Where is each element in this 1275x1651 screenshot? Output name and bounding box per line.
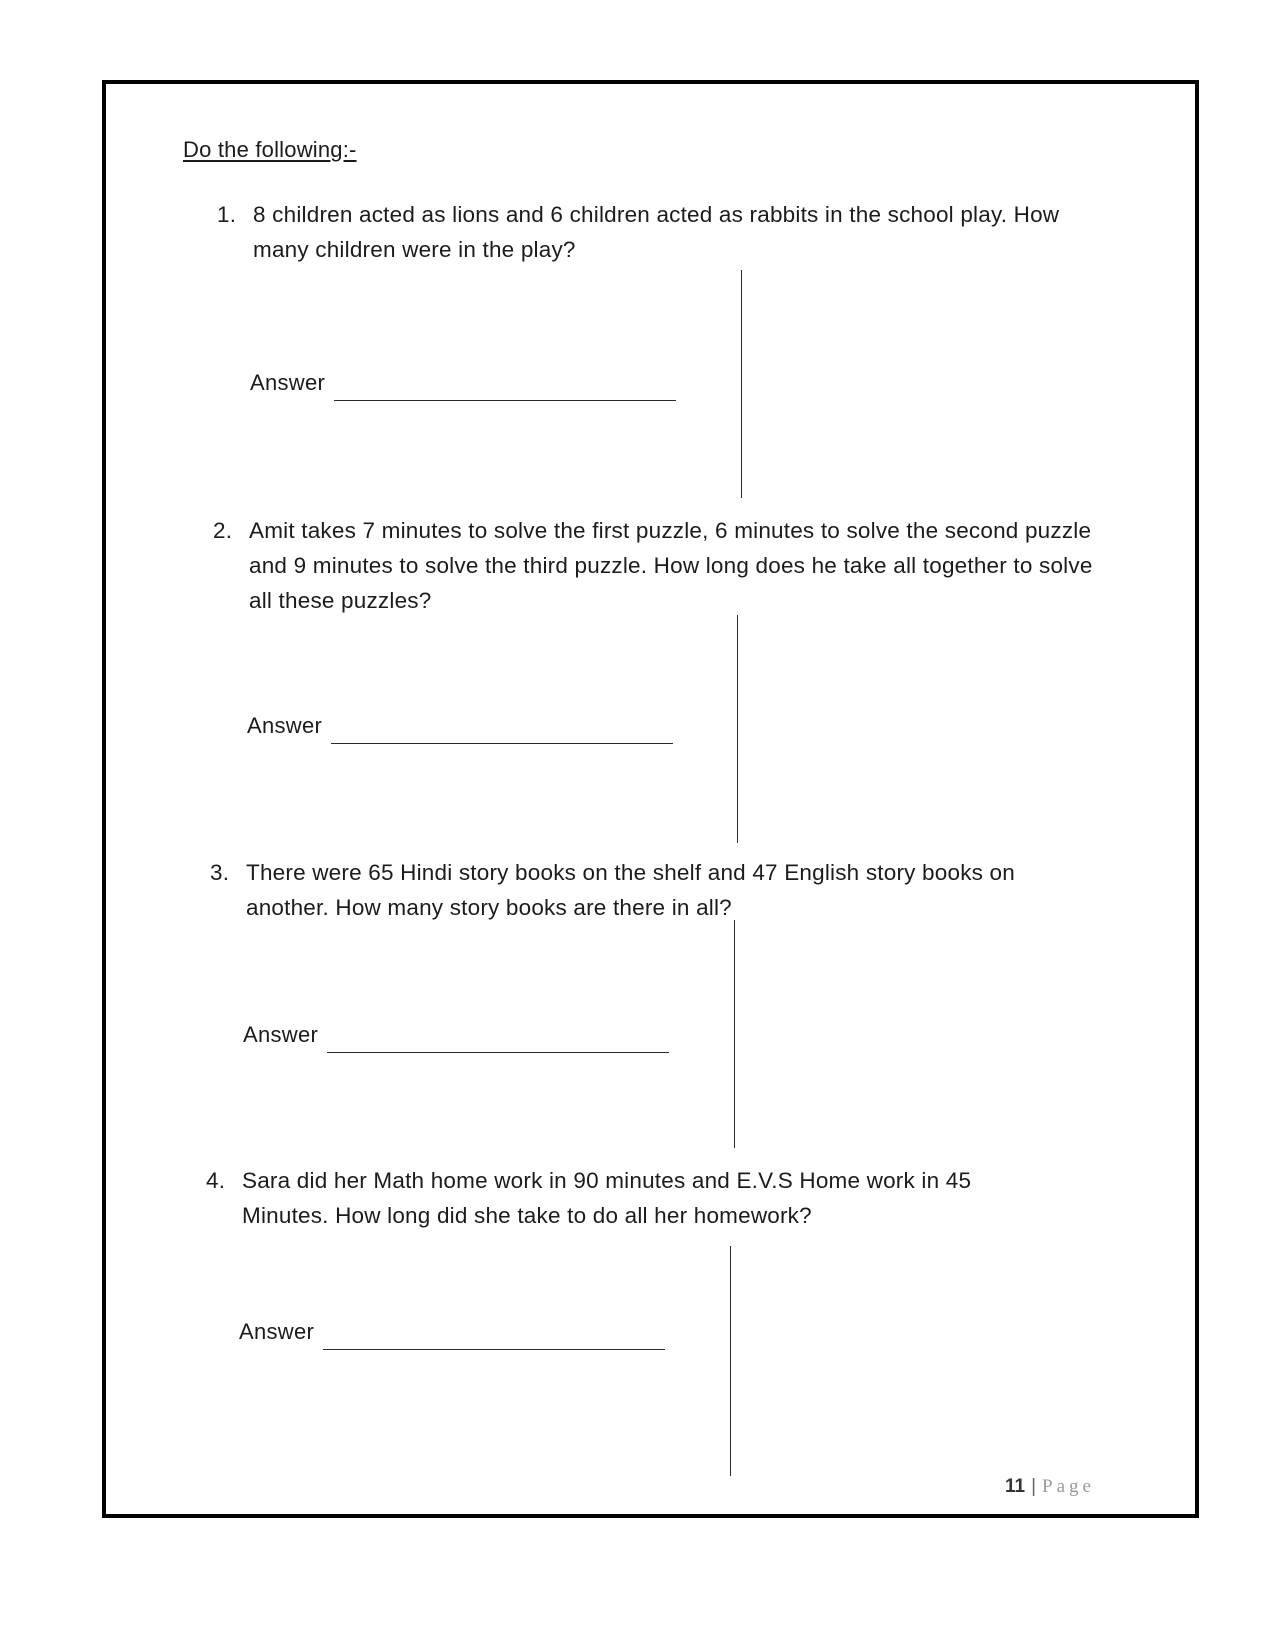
answer-label: Answer	[239, 1319, 315, 1344]
answer-line[interactable]	[327, 1052, 669, 1053]
answer-label: Answer	[250, 370, 326, 395]
working-divider-3	[734, 920, 735, 1148]
instruction-heading: Do the following:-	[183, 137, 357, 162]
working-divider-1	[741, 270, 742, 498]
question-text: There were 65 Hindi story books on the shelf and 47 English story books on another. How many story books are there in all?	[246, 860, 1015, 920]
answer-line[interactable]	[323, 1349, 665, 1350]
question-number: 3.	[210, 860, 230, 885]
page-separator: |	[1031, 1476, 1037, 1497]
question-text: Sara did her Math home work in 90 minutes and E.V.S Home work in 45 Minutes. How long did she take to do all her homework?	[242, 1168, 972, 1228]
answer-line[interactable]	[331, 743, 673, 744]
question-text: 8 children acted as lions and 6 children acted as rabbits in the school play. How many children were in the play?	[253, 202, 1060, 262]
answer-line[interactable]	[334, 400, 676, 401]
page-footer	[1005, 1476, 1095, 1498]
question-number: 1.	[217, 202, 237, 227]
answer-label: Answer	[247, 713, 323, 738]
page-border	[102, 80, 1199, 1518]
question-number: 4.	[206, 1168, 226, 1193]
question-number: 2.	[213, 518, 233, 543]
working-divider-4	[730, 1246, 731, 1476]
question-text: Amit takes 7 minutes to solve the first puzzle, 6 minutes to solve the second puzzle and 9 minutes to solve the third puzzle. How long does he take all together to solve all these puzzles?	[249, 518, 1093, 613]
page-label: Page	[1042, 1476, 1095, 1497]
page-number: 11	[1005, 1476, 1026, 1497]
working-divider-2	[737, 615, 738, 843]
answer-label: Answer	[243, 1022, 319, 1047]
